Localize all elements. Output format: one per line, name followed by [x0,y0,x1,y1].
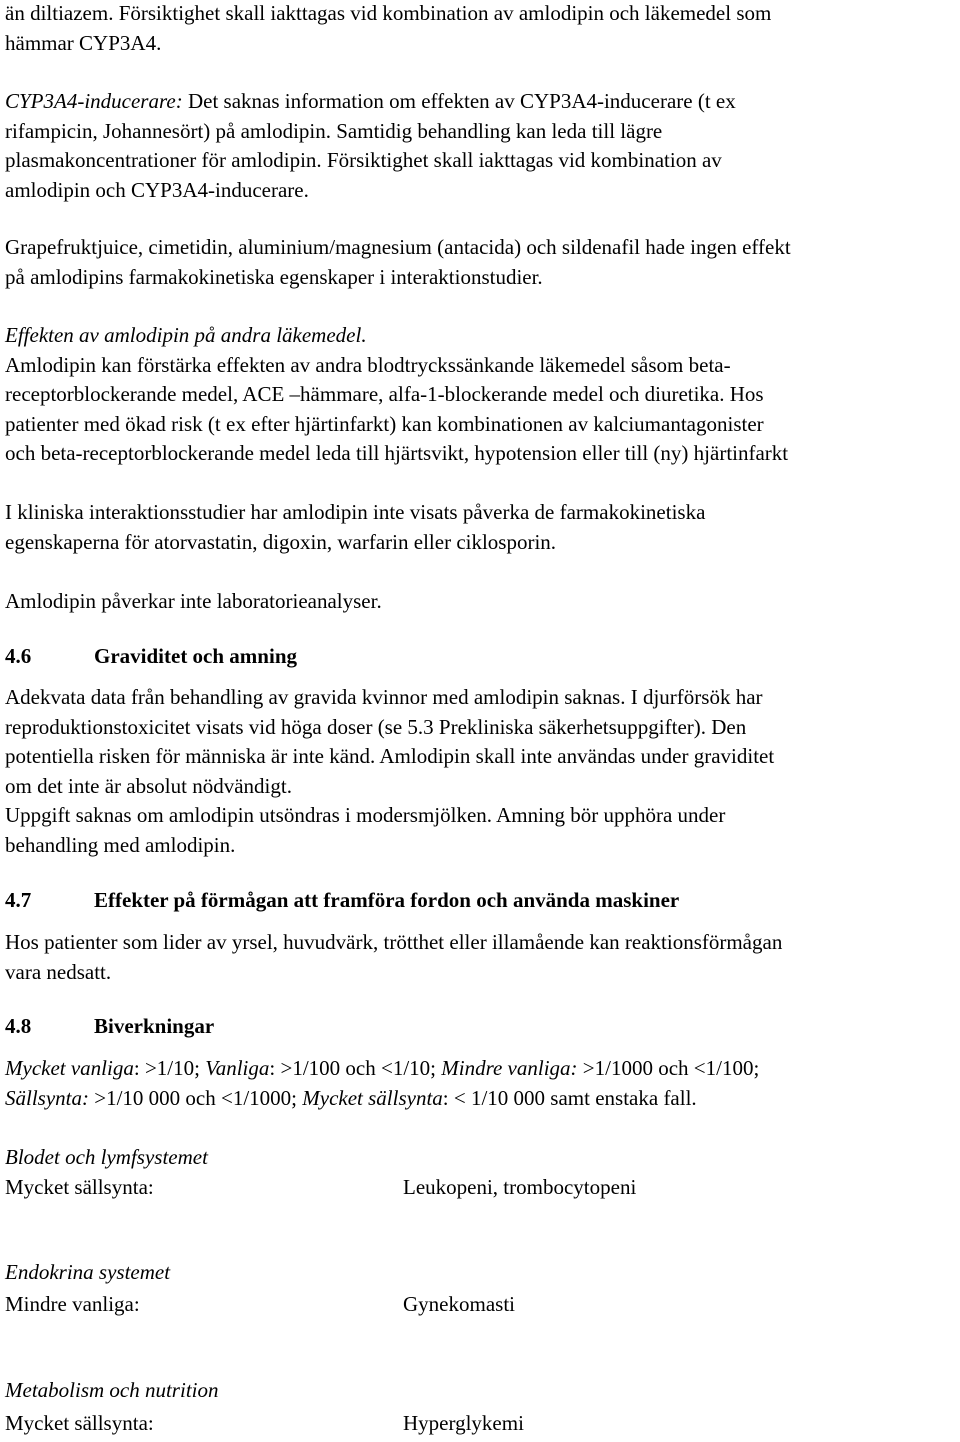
text-line: Amlodipin kan förstärka effekten av andra blodtryckssänkande läkemedel såsom beta- [5,352,731,377]
section-title: Biverkningar [94,1014,215,1038]
adverse-effect-value: Hyperglykemi [403,1411,524,1435]
frequency-value: : >1/100 och <1/10; [269,1056,442,1080]
text-line: reproduktionstoxicitet visats vid höga doser (se 5.3 Prekliniska säkerhetsuppgifter). Den [5,714,747,739]
section-heading-4-6 [5,642,297,672]
text-line: Grapefruktjuice, cimetidin, aluminium/magnesium (antacida) och sildenafil hade ingen effekt [5,235,791,259]
frequency-value: : >1/10; [133,1056,206,1080]
inducer-label: CYP3A4-inducerare: [5,89,183,113]
text-line: behandling med amlodipin. [5,832,236,857]
frequency-term: Mindre vanliga: [441,1056,578,1080]
frequency-value: >1/1000 och <1/100; [577,1056,760,1080]
text-line: hämmar CYP3A4. [5,30,162,55]
text-line: receptorblockerande medel, ACE –hämmare, alfa-1-blockerande medel och diuretika. Hos [5,382,764,407]
adverse-effect-row [5,1290,515,1320]
organ-system-heading: Endokrina systemet [5,1260,171,1284]
section-heading-4-8 [5,1012,214,1042]
paragraph-frequency-definitions [5,1054,759,1113]
paragraph-pregnancy [5,683,774,861]
adverse-group-heading [5,1376,219,1406]
section-number: 4.6 [5,644,32,668]
paragraph-cyp3a4-inducers [5,87,736,205]
text-line: potentiella risken för människa är inte känd. Amlodipin skall inte användas under graviditet [5,744,775,769]
frequency-value: >1/10 000 och <1/1000; [89,1085,303,1110]
text-line: Uppgift saknas om amlodipin utsöndras i modersmjölken. Amning bör upphöra under [5,803,726,828]
frequency-term: Vanliga [205,1056,270,1080]
text-line: Det saknas information om effekten av CYP3A4-inducerare (t ex [182,89,736,113]
paragraph-cyp3a4-inhibitors [5,0,771,58]
paragraph-grapefruit [5,233,791,292]
text-line: amlodipin och CYP3A4-inducerare. [5,177,309,202]
text-line: plasmakoncentrationer för amlodipin. Försiktighet skall iakttagas vid kombination av [5,148,722,173]
organ-system-heading: Metabolism och nutrition [5,1378,219,1402]
frequency-term: Mycket vanliga [5,1056,134,1080]
adverse-group-heading [5,1143,208,1173]
frequency-label: Mindre vanliga: [5,1292,140,1316]
text-line: Amlodipin påverkar inte laboratorieanalyser. [5,589,382,613]
section-title: Graviditet och amning [94,644,297,668]
frequency-term: Sällsynta: [5,1085,89,1110]
text-line: vara nedsatt. [5,959,112,984]
text-line: än diltiazem. Försiktighet skall iakttagas vid kombination av amlodipin och läkemedel som [5,1,772,25]
frequency-term: Mycket sällsynta [302,1085,443,1110]
section-number: 4.8 [5,1014,32,1038]
text-line: Adekvata data från behandling av gravida kvinnor med amlodipin saknas. I djurförsök har [5,685,763,709]
paragraph-lab-analyses [5,587,382,617]
frequency-label: Mycket sällsynta: [5,1411,154,1435]
adverse-effect-value: Leukopeni, trombocytopeni [403,1175,637,1199]
text-line: och beta-receptorblockerande medel leda till hjärtsvikt, hypotension eller till (ny) hjärtinfarkt [5,441,789,466]
adverse-group-heading [5,1258,170,1288]
text-line: Hos patienter som lider av yrsel, huvudvärk, trötthet eller illamående kan reaktionsförmågan [5,930,783,954]
text-line: om det inte är absolut nödvändigt. [5,773,292,798]
adverse-effect-row [5,1173,637,1203]
subsection-title: Effekten av amlodipin på andra läkemedel. [5,323,367,347]
adverse-effect-value: Gynekomasti [403,1292,515,1316]
section-number: 4.7 [5,888,32,912]
section-title: Effekter på förmågan att framföra fordon och använda maskiner [94,888,680,912]
text-line: rifampicin, Johannesört) på amlodipin. Samtidig behandling kan leda till lägre [5,118,663,143]
paragraph-driving [5,928,782,987]
text-line: patienter med ökad risk (t ex efter hjärtinfarkt) kan kombinationen av kalciumantagonister [5,411,764,436]
section-heading-4-7 [5,886,679,916]
paragraph-effects-on-other-drugs [5,321,788,469]
adverse-effect-row [5,1409,524,1439]
frequency-value: : < 1/10 000 samt enstaka fall. [442,1085,697,1110]
text-line: på amlodipins farmakokinetiska egenskaper i interaktionstudier. [5,264,543,289]
frequency-label: Mycket sällsynta: [5,1175,154,1199]
paragraph-interaction-studies [5,498,705,557]
text-line: egenskaperna för atorvastatin, digoxin, warfarin eller ciklosporin. [5,529,557,554]
organ-system-heading: Blodet och lymfsystemet [5,1145,208,1169]
text-line: I kliniska interaktionsstudier har amlodipin inte visats påverka de farmakokinetiska [5,500,706,524]
